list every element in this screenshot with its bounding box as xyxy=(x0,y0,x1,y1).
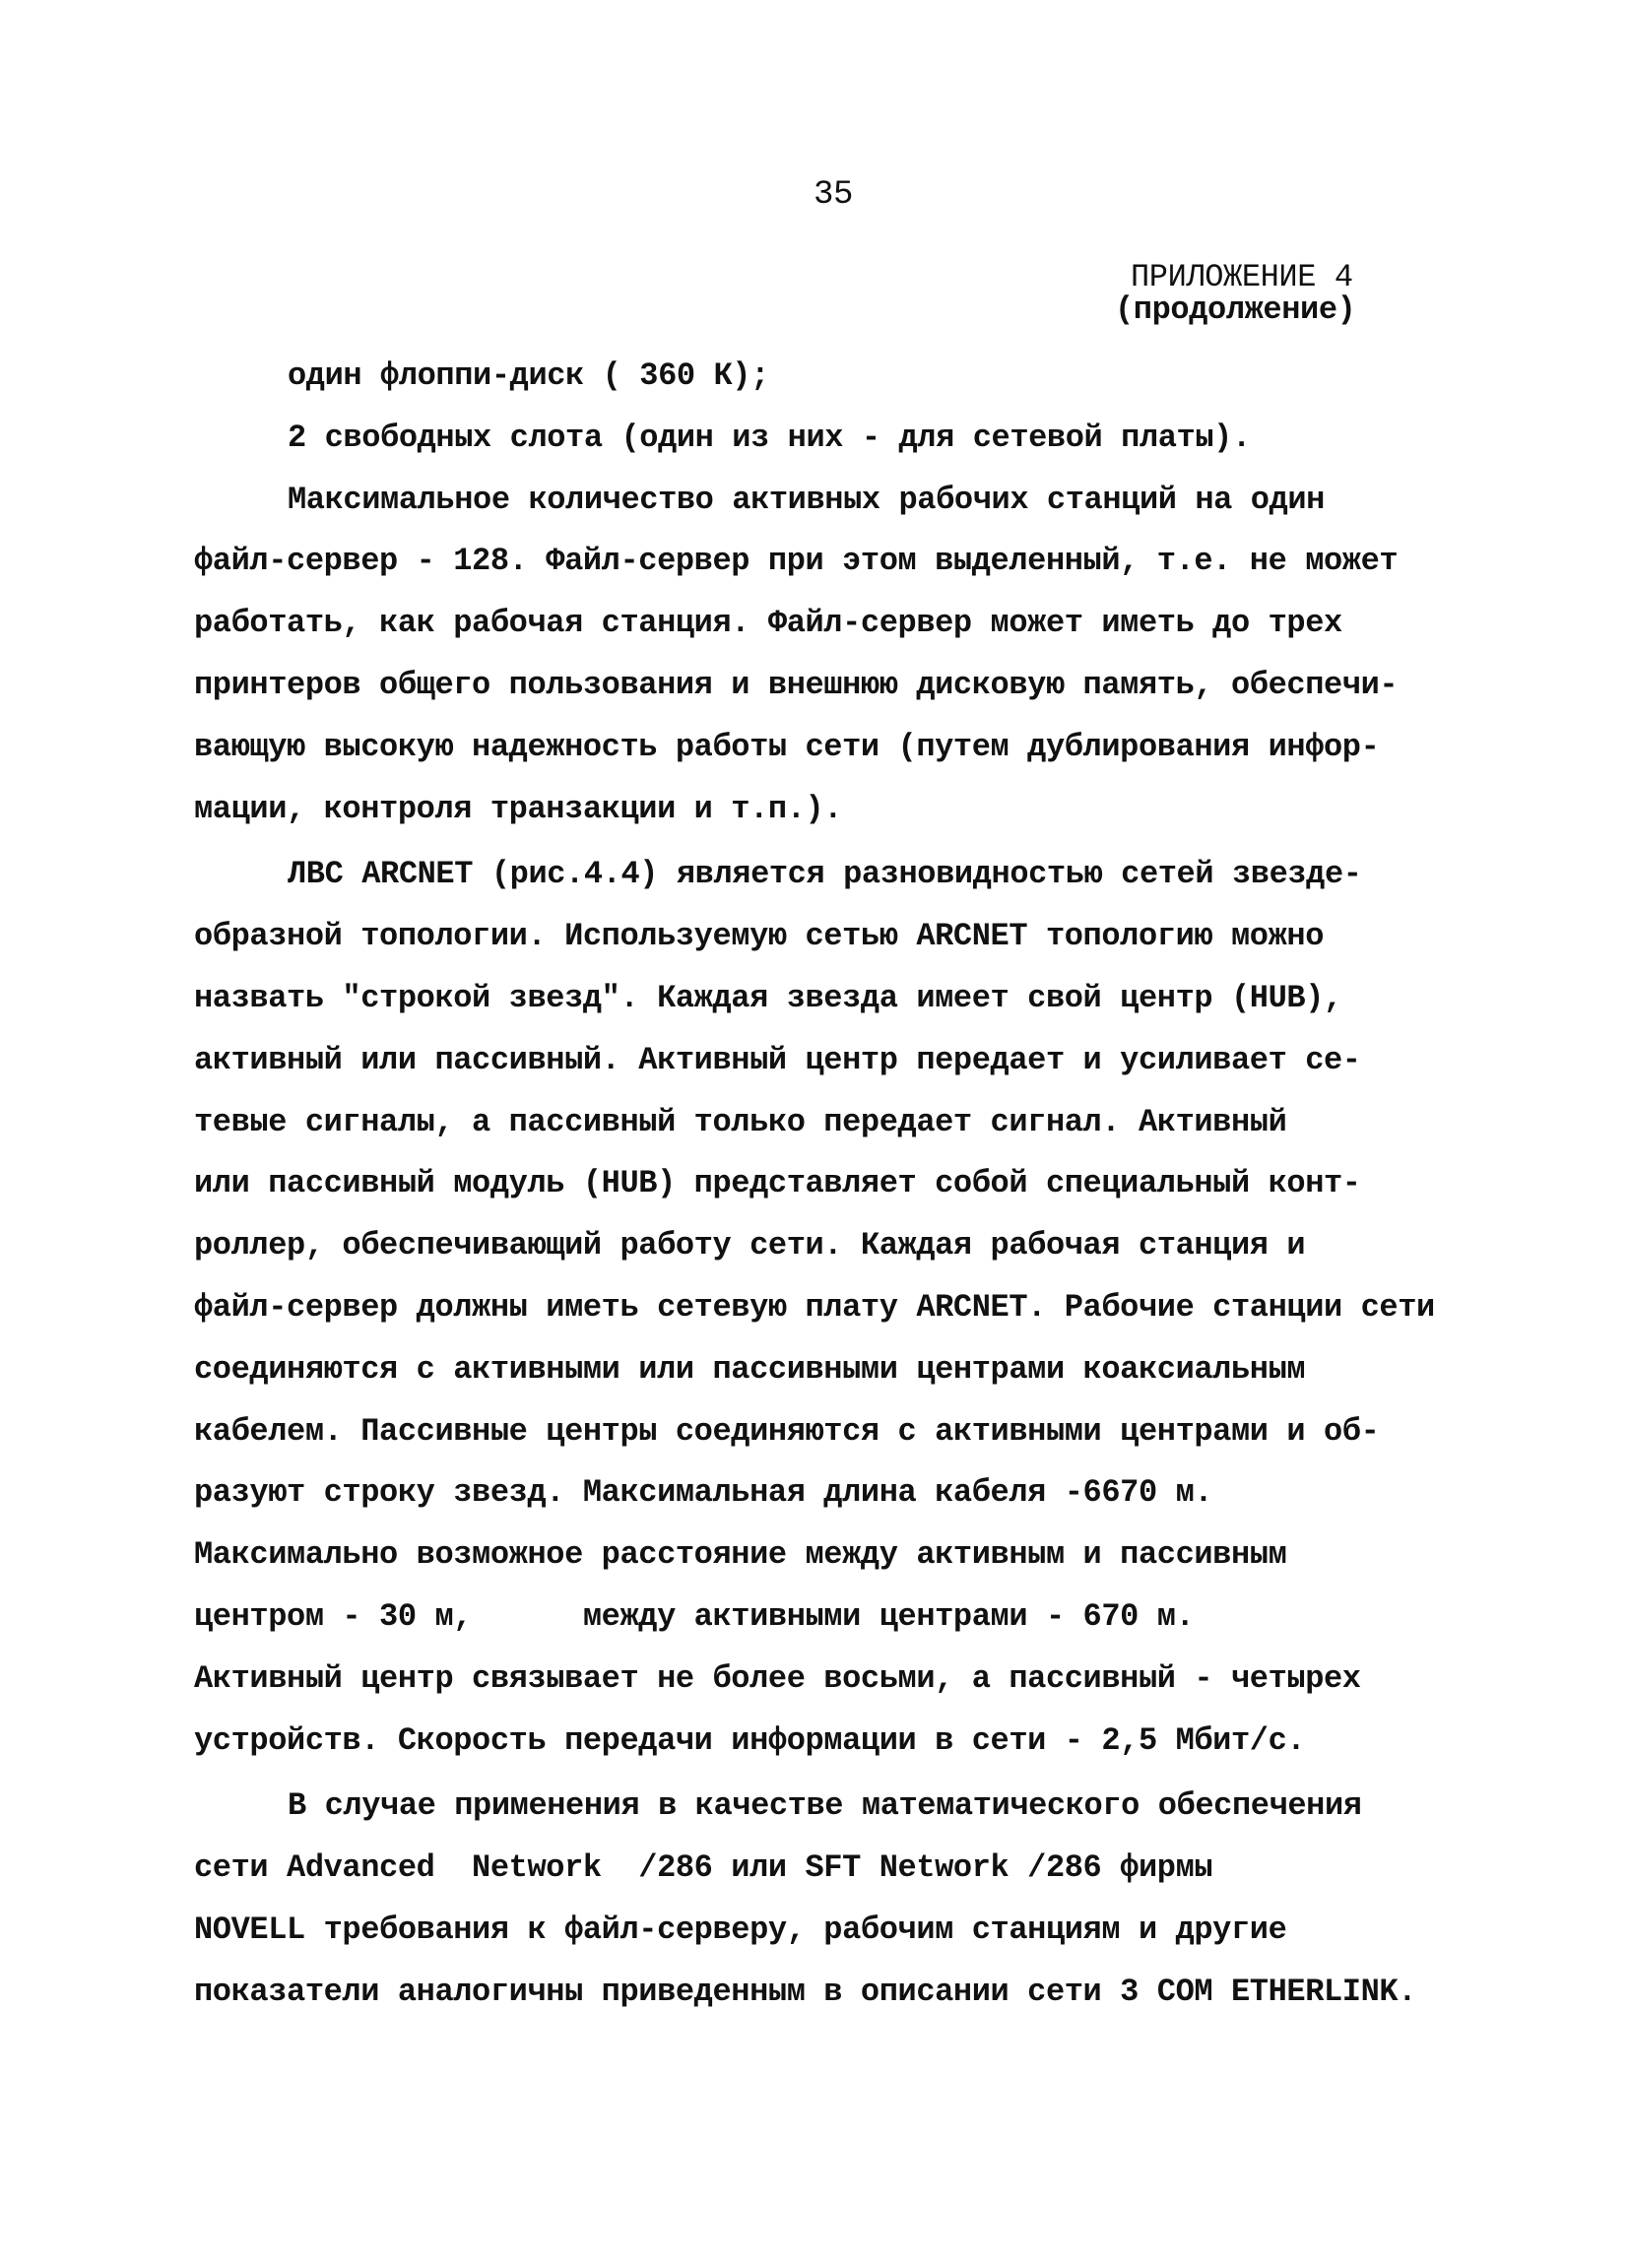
text-line: мации, контроля транзакции и т.п.). xyxy=(194,790,843,827)
text-line: кабелем. Пассивные центры соединяются с активными центрами и об- xyxy=(194,1412,1380,1450)
text-line: файл-сервер - 128. Файл-сервер при этом выделенный, т.е. не может xyxy=(194,543,1399,580)
text-line: образной топологии. Используемую сетью ARCNET топологию можно xyxy=(194,918,1324,955)
text-line: Максимальное количество активных рабочих станций на один xyxy=(288,481,1325,518)
page-number: 35 xyxy=(814,176,854,214)
text-line: работать, как рабочая станция. Файл-сервер может иметь до трех xyxy=(194,605,1342,642)
text-line: соединяются с активными или пассивными центрами коаксиальным xyxy=(194,1350,1306,1388)
text-line: или пассивный модуль (HUB) представляет собой специальный конт- xyxy=(194,1165,1361,1202)
text-line: NOVELL требования к файл-серверу, рабочим станциям и другие xyxy=(194,1912,1287,1948)
appendix-title: ПРИЛОЖЕНИЕ 4 xyxy=(1131,259,1353,295)
text-line: показатели аналогичны приведенным в описании сети 3 COM ETHERLINK. xyxy=(194,1973,1417,2010)
appendix-subtitle: (продолжение) xyxy=(1115,292,1356,328)
text-line: один флоппи-диск ( 360 К); xyxy=(288,357,769,394)
text-line: назвать "строкой звезд". Каждая звезда имеет свой центр (HUB), xyxy=(194,980,1342,1016)
text-line: В случае применения в качестве математического обеспечения xyxy=(288,1787,1362,1825)
text-line: файл-сервер должны иметь сетевую плату ARCNET. Рабочие станции сети xyxy=(194,1289,1435,1326)
text-line: активный или пассивный. Активный центр передает и усиливает се- xyxy=(194,1041,1361,1078)
text-line: Активный центр связывает не более восьми, а пассивный - четырех xyxy=(194,1659,1361,1697)
text-line: устройств. Скорость передачи информации в сети - 2,5 Мбит/с. xyxy=(194,1721,1306,1759)
text-line: ЛВС ARCNET (рис.4.4) является разновидностью сетей звезде- xyxy=(288,856,1362,893)
text-line: тевые сигналы, а пассивный только передает сигнал. Активный xyxy=(194,1103,1287,1140)
text-line: роллер, обеспечивающий работу сети. Каждая рабочая станция и xyxy=(194,1227,1306,1264)
text-line: сети Advanced Network /286 или SFT Network /286 фирмы xyxy=(194,1849,1213,1887)
text-line: разуют строку звезд. Максимальная длина кабеля -6670 м. xyxy=(194,1474,1213,1512)
text-line: принтеров общего пользования и внешнюю дисковую память, обеспечи- xyxy=(194,667,1399,703)
text-line: Максимально возможное расстояние между активным и пассивным xyxy=(194,1536,1287,1574)
text-line: вающую высокую надежность работы сети (путем дублирования инфор- xyxy=(194,728,1380,765)
text-line: 2 свободных слота (один из них - для сетевой платы). xyxy=(288,419,1251,456)
text-line: центром - 30 м, между активными центрами - 670 м. xyxy=(194,1598,1195,1635)
